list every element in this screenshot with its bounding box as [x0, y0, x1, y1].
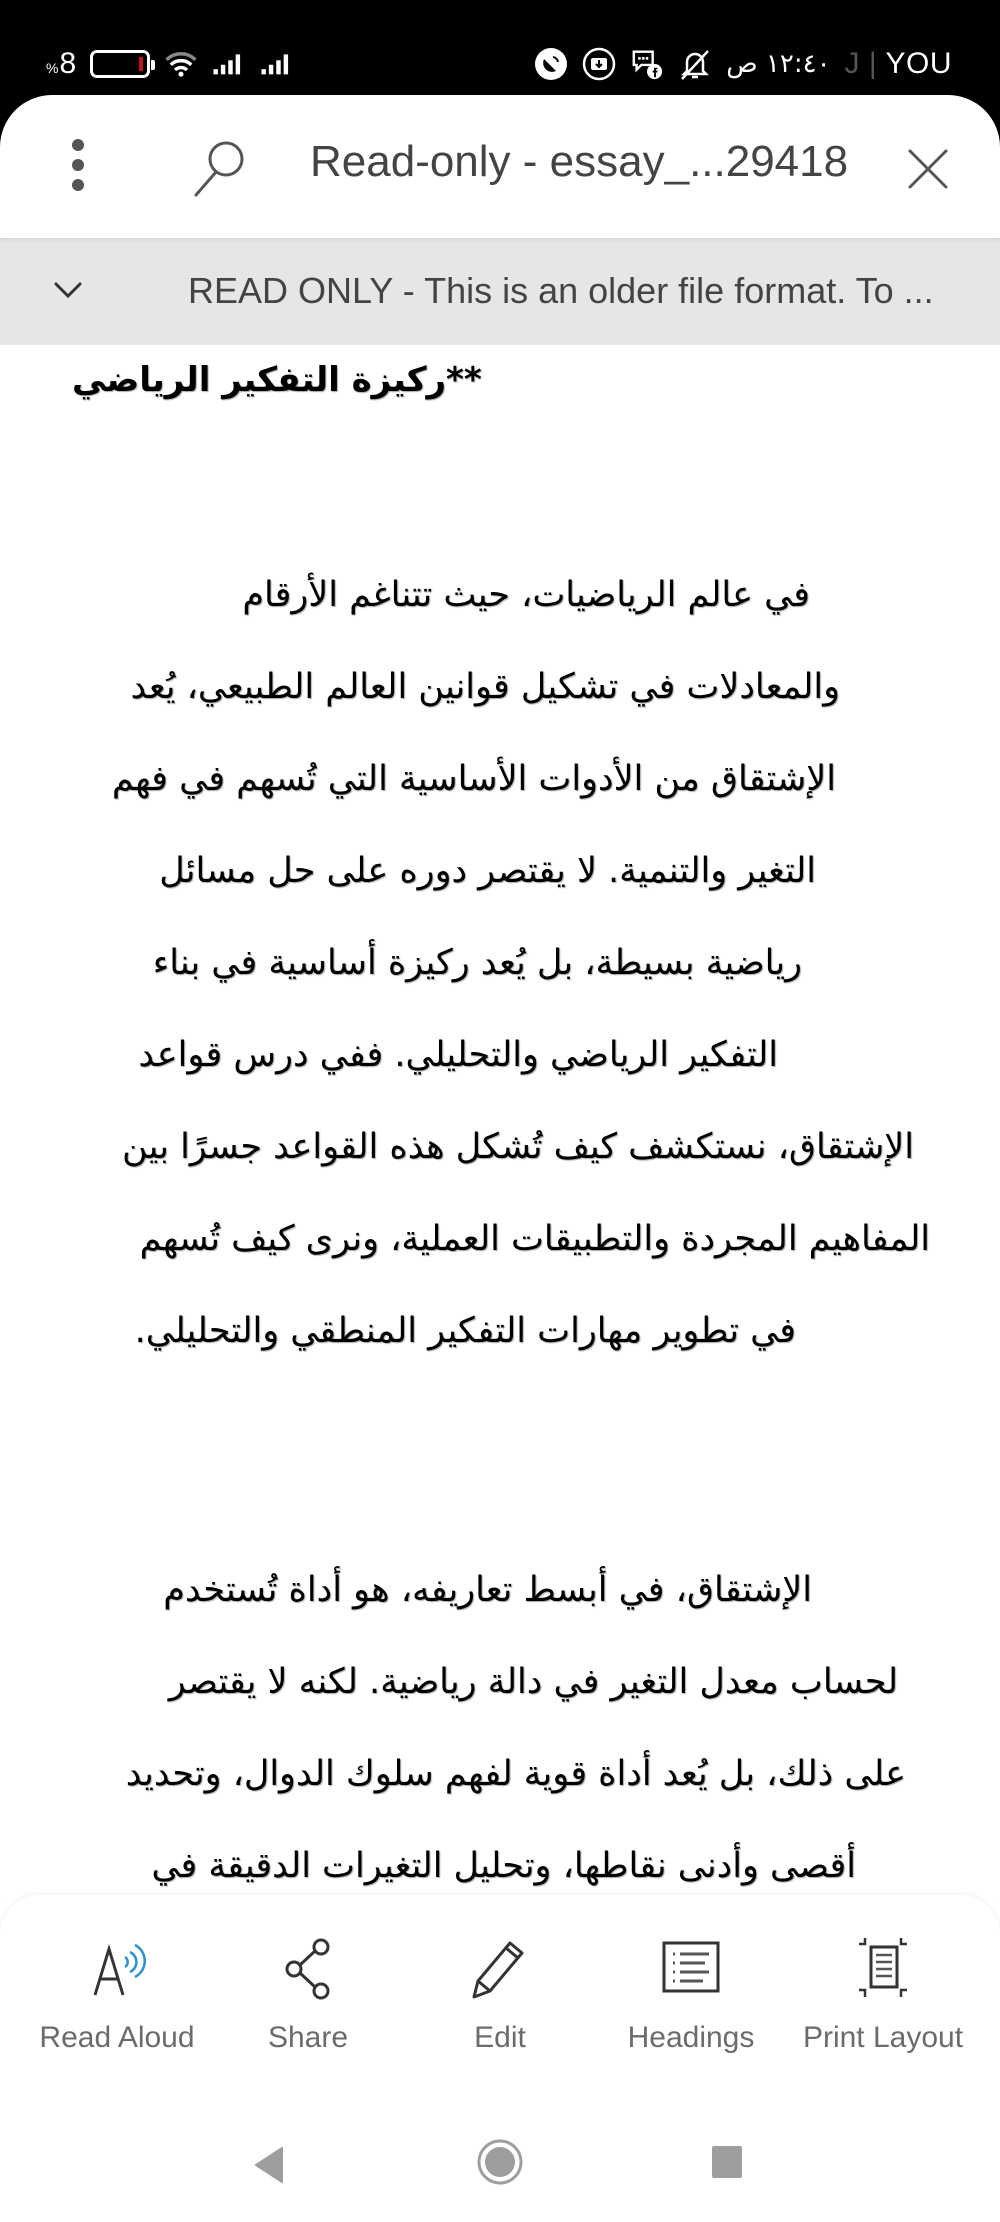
battery-icon: [90, 50, 150, 78]
carrier-name: YOU: [885, 47, 952, 80]
search-button[interactable]: [188, 135, 252, 199]
status-left: [46, 44, 294, 84]
more-vertical-icon-dot: [72, 159, 84, 171]
print-layout-label: Print Layout: [802, 2021, 964, 2054]
edit-label: Edit: [474, 2021, 526, 2054]
headings-list-icon: [657, 1935, 725, 2003]
battery-percent-value: 8: [59, 47, 77, 80]
back-button[interactable]: [252, 2145, 286, 2190]
read-aloud-icon: [83, 1935, 151, 2003]
read-aloud-label: Read Aloud: [39, 2021, 195, 2054]
paragraph-line: والمعادلات في تشكيل قوانين العالم الطبيعي، يُعد: [130, 667, 840, 707]
paragraph-line: رياضية بسيطة، بل يُعد ركيزة أساسية في بناء: [152, 943, 802, 983]
more-vertical-icon: [72, 139, 84, 151]
paragraph-line: الإشتقاق، نستكشف كيف تُشكل هذه القواعد جسرًا بين: [122, 1127, 914, 1167]
wifi-icon: [164, 47, 198, 81]
paragraph-line: أقصى وأدنى نقاطها، وتحليل التغيرات الدقيقة في: [151, 1846, 856, 1886]
clock: ١٢:٤٠ ص: [726, 49, 831, 79]
print-layout-button[interactable]: [783, 1935, 983, 2075]
recents-square-icon: [711, 2145, 743, 2179]
expand-banner-button[interactable]: [50, 272, 86, 308]
home-circle-icon: [476, 2138, 524, 2186]
paragraph-line: الإشتقاق، في أبسط تعاريفه، هو أداة تُستخدم: [163, 1570, 812, 1610]
print-layout-icon: [849, 1935, 917, 2003]
status-right: [534, 44, 952, 84]
carrier-label: [845, 47, 952, 81]
share-icon: [274, 1935, 342, 2003]
satellite-dish-icon: [534, 47, 568, 81]
paragraph-line: المفاهيم المجردة والتطبيقات العملية، ونرى كيف تُسهم: [139, 1219, 930, 1259]
paragraph-line: في عالم الرياضيات، حيث تتناغم الأرقام: [242, 575, 810, 615]
search-icon: [188, 135, 252, 199]
recents-button[interactable]: [711, 2145, 743, 2184]
chevron-down-icon: [50, 272, 86, 308]
close-icon: [904, 145, 952, 193]
document-body[interactable]: [0, 345, 1000, 2005]
toolbar: [0, 95, 1000, 238]
read-only-banner[interactable]: [0, 238, 1000, 345]
signal-icon: [212, 47, 246, 81]
battery-percent: [46, 47, 76, 81]
home-button[interactable]: [476, 2138, 524, 2191]
paragraph-line: التفكير الرياضي والتحليلي. ففي درس قواعد: [138, 1035, 778, 1075]
banner-message: READ ONLY - This is an older file format. To ...: [188, 270, 934, 311]
document-heading: **ركيزة التفكير الرياضي: [72, 360, 482, 400]
pencil-icon: [466, 1935, 534, 2003]
share-button[interactable]: [208, 1935, 408, 2075]
share-label: Share: [267, 2021, 349, 2054]
read-aloud-button[interactable]: [17, 1935, 217, 2075]
paragraph-line: الإشتقاق من الأدوات الأساسية التي تُسهم في فهم: [111, 759, 836, 799]
close-button[interactable]: [904, 145, 952, 193]
headings-button[interactable]: [591, 1935, 791, 2075]
battery-level: [139, 57, 143, 71]
document-viewer: [0, 95, 1000, 2222]
download-icon: [582, 47, 616, 81]
messenger-facebook-icon: [630, 47, 664, 81]
action-list: [0, 1935, 1000, 2075]
status-bar: [0, 0, 1000, 95]
paragraph-line: التغير والتنمية. لا يقتصر دوره على حل مسائل: [159, 851, 816, 891]
more-options-button[interactable]: [58, 135, 98, 195]
edit-button[interactable]: [400, 1935, 600, 2075]
percent-sign: %: [46, 60, 59, 76]
paragraph-line: لحساب معدل التغير في دالة رياضية. لكنه لا يقتصر: [168, 1662, 898, 1702]
carrier-prefix: J |: [844, 47, 878, 80]
system-nav-bar: [0, 2110, 1000, 2222]
bell-off-icon: [678, 47, 712, 81]
more-vertical-icon-dot: [72, 179, 84, 191]
headings-label: Headings: [627, 2021, 755, 2054]
document-title: Read-only - essay_...29418: [310, 137, 849, 186]
back-triangle-icon: [252, 2145, 286, 2185]
paragraph-line: في تطوير مهارات التفكير المنطقي والتحليلي.: [134, 1311, 796, 1351]
signal-icon: [260, 47, 294, 81]
paragraph-line: على ذلك، بل يُعد أداة قوية لفهم سلوك الدوال، وتحديد: [125, 1754, 906, 1794]
